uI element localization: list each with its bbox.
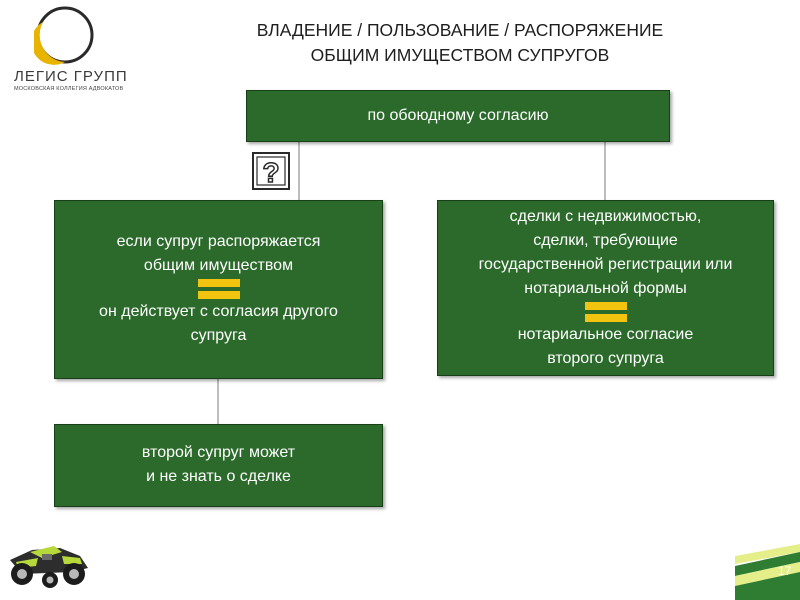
box-right-line-6: второго супруга bbox=[547, 350, 664, 367]
box-left-line-4: супруга bbox=[190, 327, 247, 344]
equals-sign-icon bbox=[585, 302, 627, 322]
box-left-line-3: он действует с согласия другого bbox=[99, 303, 338, 320]
box-left-line-2: общим имуществом bbox=[143, 257, 294, 274]
race-car-image bbox=[2, 530, 94, 592]
company-logo-icon bbox=[34, 4, 96, 66]
slide-title-line-1: ВЛАДЕНИЕ / ПОЛЬЗОВАНИЕ / РАСПОРЯЖЕНИЕ bbox=[256, 20, 664, 40]
company-subtitle: МОСКОВСКАЯ КОЛЛЕГИЯ АДВОКАТОВ bbox=[14, 86, 124, 92]
question-mark-glyph: ? bbox=[262, 157, 280, 188]
box-right-line-3: государственной регистрации или bbox=[478, 256, 733, 273]
connector-line-left-bottom bbox=[217, 377, 219, 424]
box-bottom-line-2: и не знать о сделке bbox=[146, 468, 291, 485]
box-real-estate-deals bbox=[437, 200, 774, 376]
connector-line-top-left bbox=[298, 140, 300, 200]
box-right-line-2: сделки, требующие bbox=[533, 232, 678, 249]
box-right-line-5: нотариальное согласие bbox=[517, 326, 694, 343]
question-mark-icon bbox=[252, 152, 290, 190]
box-spouse-may-not-know bbox=[54, 424, 383, 507]
box-spouse-disposes bbox=[54, 200, 383, 379]
box-bottom-line-1: второй супруг может bbox=[141, 444, 296, 461]
box-right-line-4: нотариальной формы bbox=[524, 280, 687, 297]
box-mutual-consent-text: по обоюдному согласию bbox=[367, 107, 549, 124]
slide-title-line-2: ОБЩИМ ИМУЩЕСТВОМ СУПРУГОВ bbox=[310, 45, 610, 65]
page-number: 17 bbox=[778, 564, 792, 578]
box-mutual-consent bbox=[246, 90, 670, 142]
connector-line-top-right bbox=[604, 140, 606, 200]
box-right-line-1: сделки с недвижимостью, bbox=[509, 208, 702, 225]
company-name: ЛЕГИС ГРУПП bbox=[14, 68, 128, 85]
equals-sign-icon bbox=[198, 279, 240, 299]
box-left-line-1: если супруг распоряжается bbox=[116, 233, 321, 250]
